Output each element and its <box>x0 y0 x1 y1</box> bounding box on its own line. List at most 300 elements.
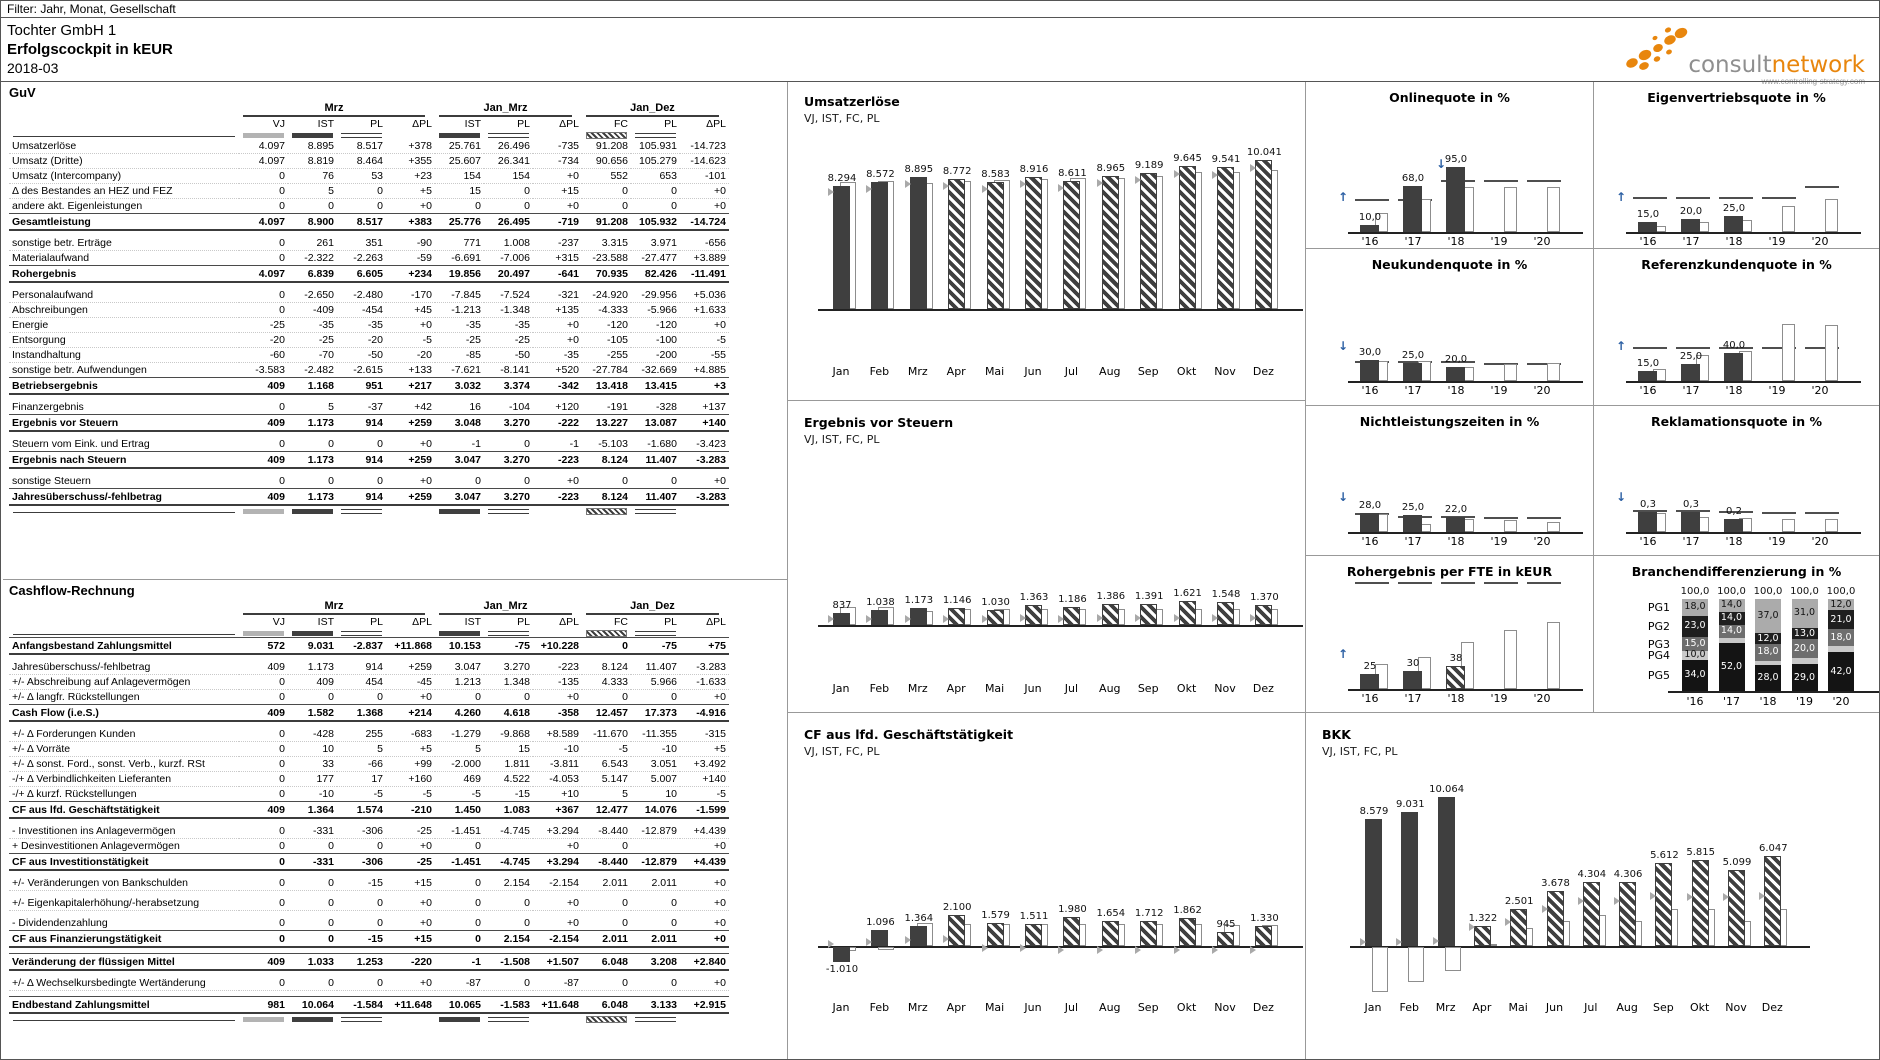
col-header-IST: IST <box>317 118 334 130</box>
month-label: Jun <box>1545 1001 1564 1014</box>
table-row <box>9 931 729 948</box>
row-value: -4.745 <box>484 854 533 871</box>
col-group-Mrz: Mrz <box>239 102 435 117</box>
vj-marker <box>1578 897 1584 905</box>
pl-legend-mark <box>488 1017 529 1022</box>
stack-segment-label: 14,0 <box>1720 625 1743 637</box>
vj-marker <box>1723 893 1729 901</box>
target-dash <box>1805 512 1839 514</box>
row-value: +0 <box>680 318 729 333</box>
row-value: -85 <box>435 348 484 363</box>
row-value: 4.097 <box>239 154 288 169</box>
row-value: -409 <box>288 303 337 318</box>
row-value: +160 <box>386 772 435 787</box>
row-value: +137 <box>680 400 729 415</box>
vj-marker <box>982 615 988 623</box>
row-value: 3.047 <box>435 660 484 675</box>
table-row <box>9 675 729 690</box>
year-label: '18 <box>1447 235 1465 248</box>
bar-value-label: 9.541 <box>1211 154 1241 165</box>
row-value: 0 <box>288 437 337 452</box>
vj-marker <box>1212 614 1218 622</box>
row-value: 0 <box>582 896 631 911</box>
row-value: -683 <box>386 727 435 742</box>
vj-marker <box>866 938 872 946</box>
chart-panel-bkk <box>1306 713 1879 1059</box>
row-label: -/+ Δ Verbindlichkeiten Lieferanten <box>9 772 239 787</box>
bar-value-label: 837 <box>832 600 852 611</box>
row-value: 0 <box>582 184 631 199</box>
row-label: sonstige Steuern <box>9 474 239 489</box>
row-value <box>631 839 680 854</box>
bar-value-label: 1.621 <box>1173 588 1202 599</box>
row-value: -5 <box>680 333 729 348</box>
row-value: +15 <box>386 876 435 891</box>
row-value: +3 <box>680 378 729 395</box>
bar-value-label: -1.010 <box>825 964 859 975</box>
row-value: +355 <box>386 154 435 169</box>
fc-bar <box>948 608 965 625</box>
bar-value-label: 3.678 <box>1541 878 1570 889</box>
fc-bar <box>1255 160 1272 309</box>
month-label: Jun <box>1024 682 1042 695</box>
vj-marker <box>1250 946 1256 954</box>
bar-value-label: 8.965 <box>1096 163 1126 174</box>
row-label: +/- Δ langfr. Rückstellungen <box>9 690 239 705</box>
target-dash <box>1719 197 1753 199</box>
row-value: 0 <box>239 303 288 318</box>
bar-value-label: 1.980 <box>1058 904 1087 915</box>
row-value: 409 <box>239 415 288 432</box>
row-value: 11.407 <box>631 660 680 675</box>
row-value: -5 <box>582 742 631 757</box>
stack-segment-label: 14,0 <box>1720 612 1743 624</box>
col-group-Jan_Mrz: Jan_Mrz <box>435 102 582 117</box>
row-value: +75 <box>680 638 729 655</box>
fc-legend-mark <box>586 508 627 515</box>
fc-bar <box>948 915 965 946</box>
row-value: -23.588 <box>582 251 631 266</box>
row-value: 1.348 <box>484 675 533 690</box>
row-value: -331 <box>288 824 337 839</box>
year-label: '18 <box>1447 535 1465 548</box>
row-value: +8.589 <box>533 727 582 742</box>
row-label: + Desinvestitionen Anlagevermögen <box>9 839 239 854</box>
row-value: 0 <box>288 690 337 705</box>
row-label: CF aus lfd. Geschäftstätigkeit <box>9 802 239 819</box>
year-label: '17 <box>1682 535 1700 548</box>
guv-table-host-grid <box>9 102 729 515</box>
row-value: -105 <box>582 333 631 348</box>
stack-total-label: 100,0 <box>1826 586 1856 597</box>
row-value: 0 <box>484 437 533 452</box>
row-value: +15 <box>533 184 582 199</box>
month-label: Aug <box>1099 682 1121 695</box>
row-value: 0 <box>631 474 680 489</box>
row-value: +11.648 <box>533 997 582 1014</box>
row-value: 6.543 <box>582 757 631 772</box>
year-label: '16 <box>1361 535 1379 548</box>
vj-marker <box>866 185 872 193</box>
row-value: +5 <box>386 742 435 757</box>
col-group-Jan_Dez: Jan_Dez <box>582 102 729 117</box>
table-row <box>9 954 729 971</box>
row-value: -3.283 <box>680 489 729 506</box>
bar-value-label: 4.306 <box>1613 869 1643 880</box>
company-name: Tochter GmbH 1 <box>7 22 117 39</box>
row-value: 0 <box>631 976 680 991</box>
year-label: '16 <box>1639 235 1657 248</box>
vj-marker <box>1212 171 1218 179</box>
ist-bar <box>871 930 888 946</box>
fc-bar <box>1446 666 1465 689</box>
plan-bar <box>1825 325 1838 381</box>
row-value: 4.522 <box>484 772 533 787</box>
bar-value-label: 25,0 <box>1401 350 1425 361</box>
fc-bar <box>1474 926 1491 946</box>
row-value: -5.966 <box>631 303 680 318</box>
bar-value-label: 1.386 <box>1096 591 1126 602</box>
pl-legend-mark <box>488 631 529 636</box>
month-label: Nov <box>1214 365 1236 378</box>
row-value: -87 <box>533 976 582 991</box>
chart-panel-nichtleistungszeiten <box>1306 406 1593 555</box>
row-value: -10 <box>288 787 337 802</box>
row-value: -20 <box>386 348 435 363</box>
row-label: Ergebnis nach Steuern <box>9 452 239 469</box>
bar-value-label: 30,0 <box>1358 347 1382 358</box>
pl-legend-mark <box>341 509 382 514</box>
row-value: 91.208 <box>582 214 631 231</box>
plan-bar <box>1547 522 1560 532</box>
table-row <box>9 757 729 772</box>
table-row <box>9 154 729 169</box>
vj-legend-mark <box>243 509 284 514</box>
table-row <box>9 348 729 363</box>
table-row <box>9 489 729 506</box>
col-header-IST: IST <box>317 616 334 628</box>
row-value: 26.341 <box>484 154 533 169</box>
month-label: Okt <box>1176 682 1197 695</box>
ist-bar <box>1681 512 1700 532</box>
row-label: Rohergebnis <box>9 266 239 283</box>
pl-legend-mark <box>341 133 382 138</box>
col-header-IST: IST <box>464 118 481 130</box>
row-value: 12.477 <box>582 802 631 819</box>
logo-wordmark: consultnetwork <box>1688 52 1865 78</box>
month-label: Mrz <box>907 365 928 378</box>
row-value: 0 <box>435 931 484 948</box>
row-value: +3.889 <box>680 251 729 266</box>
table-row <box>9 400 729 415</box>
row-value: +0 <box>386 896 435 911</box>
pl-bar <box>878 947 894 950</box>
year-label: '16 <box>1361 692 1379 705</box>
row-value: 0 <box>337 690 386 705</box>
row-value: +259 <box>386 452 435 469</box>
month-label: Aug <box>1099 365 1121 378</box>
row-value: 0 <box>239 839 288 854</box>
row-value: -170 <box>386 288 435 303</box>
umsatzerloese-subtitle: VJ, IST, FC, PL <box>804 112 880 125</box>
row-value: 105.279 <box>631 154 680 169</box>
row-value: 1.173 <box>288 660 337 675</box>
branchendifferenzierung-x-axis <box>1668 691 1879 693</box>
table-row <box>9 787 729 802</box>
row-value: 14.076 <box>631 802 680 819</box>
col-group-Jan_Mrz: Jan_Mrz <box>435 600 582 615</box>
row-value: 409 <box>239 660 288 675</box>
bar-value-label: 30 <box>1406 658 1420 669</box>
reklamationsquote-title: Reklamationsquote in % <box>1650 414 1823 429</box>
filter-bar[interactable]: Filter: Jahr, Monat, Gesellschaft <box>1 1 1879 18</box>
row-label: +/- Δ Wechselkursbedingte Wertänderung <box>9 976 239 991</box>
chart-panel-neukundenquote <box>1306 249 1593 405</box>
table-row <box>9 916 729 931</box>
year-label: '20 <box>1811 235 1829 248</box>
ergebnis_vor_steuern-x-axis <box>818 625 1303 627</box>
year-label: '19 <box>1768 235 1786 248</box>
row-label: Umsatz (Dritte) <box>9 154 239 169</box>
row-value: +42 <box>386 400 435 415</box>
table-row <box>9 214 729 231</box>
bar-value-label: 25 <box>1363 661 1377 672</box>
bar-value-label: 20,0 <box>1679 206 1703 217</box>
row-value: -20 <box>239 333 288 348</box>
row-value: -87 <box>435 976 484 991</box>
row-value: 5 <box>582 787 631 802</box>
row-value: -3.811 <box>533 757 582 772</box>
table-row <box>9 474 729 489</box>
fc-bar <box>1217 167 1234 309</box>
vj-marker <box>1614 897 1620 905</box>
row-value: 0 <box>435 876 484 891</box>
row-value: -3.583 <box>239 363 288 378</box>
row-value: -75 <box>484 638 533 655</box>
row-value: -2.615 <box>337 363 386 378</box>
row-value: 914 <box>337 452 386 469</box>
row-value: 0 <box>582 976 631 991</box>
bar-value-label: 1.862 <box>1173 905 1202 916</box>
row-value: -11.491 <box>680 266 729 283</box>
row-value: 0 <box>239 690 288 705</box>
fc-bar <box>1583 882 1600 946</box>
col-header-ΔPL: ΔPL <box>412 118 432 130</box>
row-value: -4.333 <box>582 303 631 318</box>
row-label: Steuern vom Eink. und Ertrag <box>9 437 239 452</box>
trend-arrow-down-icon: ↓ <box>1338 339 1349 353</box>
bar-value-label: 8.583 <box>981 169 1010 180</box>
row-value: 15 <box>484 742 533 757</box>
row-value: -7.621 <box>435 363 484 378</box>
chart-panel-eigenvertriebsquote <box>1594 82 1879 248</box>
plan-bar <box>1782 324 1795 381</box>
pl-legend-mark <box>635 631 676 636</box>
table-row <box>9 896 729 911</box>
year-label: '16 <box>1639 384 1657 397</box>
ist-bar <box>1638 512 1657 532</box>
row-label: CF aus Finanzierungstätigkeit <box>9 931 239 948</box>
row-value: 0 <box>239 199 288 214</box>
row-value: +0 <box>386 318 435 333</box>
month-label: Mai <box>984 1001 1005 1014</box>
col-header-PL: PL <box>517 118 530 130</box>
row-value: 0 <box>337 184 386 199</box>
table-row <box>9 378 729 395</box>
plan-bar <box>1782 519 1795 532</box>
row-value: -10 <box>533 742 582 757</box>
row-label: Materialaufwand <box>9 251 239 266</box>
year-label: '20 <box>1533 535 1551 548</box>
ist-legend-mark <box>439 509 480 514</box>
row-value: 0 <box>582 638 631 655</box>
row-value: -656 <box>680 236 729 251</box>
row-value: +4.439 <box>680 824 729 839</box>
bar-value-label: 1.579 <box>981 910 1010 921</box>
reklamationsquote-x-axis <box>1626 532 1861 534</box>
row-value: -55 <box>680 348 729 363</box>
row-value: -8.440 <box>582 854 631 871</box>
row-value: 3.971 <box>631 236 680 251</box>
row-value: 0 <box>631 199 680 214</box>
table-row <box>9 363 729 378</box>
row-label: Cash Flow (i.e.S.) <box>9 705 239 722</box>
row-value: -5 <box>337 787 386 802</box>
row-value: 454 <box>337 675 386 690</box>
row-value: 1.168 <box>288 378 337 395</box>
row-value: 0 <box>239 757 288 772</box>
target-dash <box>1484 517 1518 519</box>
row-label: Ergebnis vor Steuern <box>9 415 239 432</box>
row-value: -5 <box>386 787 435 802</box>
row-value: -66 <box>337 757 386 772</box>
month-label: Sep <box>1653 1001 1674 1014</box>
stack-segment-label: 21,0 <box>1830 613 1852 625</box>
year-label: '19 <box>1795 695 1814 708</box>
ist-bar <box>1360 674 1379 689</box>
row-value: 469 <box>435 772 484 787</box>
table-row <box>9 288 729 303</box>
table-row <box>9 824 729 839</box>
row-value: 4.097 <box>239 266 288 283</box>
row-value: 19.856 <box>435 266 484 283</box>
row-value: -5 <box>680 787 729 802</box>
bar-value-label: 15,0 <box>1636 358 1660 369</box>
chart-panel-umsatzerloese <box>788 82 1305 400</box>
year-label: '19 <box>1768 535 1786 548</box>
col-header-FC: FC <box>614 118 628 130</box>
col-group-Jan_Dez: Jan_Dez <box>582 600 729 615</box>
row-value: 6.048 <box>582 954 631 971</box>
bar-value-label: 8.294 <box>827 173 857 184</box>
row-value: 26.496 <box>484 139 533 154</box>
row-value: -50 <box>484 348 533 363</box>
row-value: -5 <box>435 787 484 802</box>
row-value: 12.457 <box>582 705 631 722</box>
row-value: 20.497 <box>484 266 533 283</box>
row-value: 5.966 <box>631 675 680 690</box>
row-label: CF aus Investitionstätigkeit <box>9 854 239 871</box>
row-value: 409 <box>239 802 288 819</box>
row-value: +520 <box>533 363 582 378</box>
trend-arrow-down-icon: ↓ <box>1436 157 1447 171</box>
row-value: -1.633 <box>680 675 729 690</box>
vj-marker <box>1360 938 1366 946</box>
row-value: +0 <box>533 896 582 911</box>
bar-value-label: 68,0 <box>1401 173 1425 184</box>
row-value: -27.477 <box>631 251 680 266</box>
row-value: -315 <box>680 727 729 742</box>
pl-bar <box>1408 947 1424 982</box>
bar-value-label: 10.041 <box>1246 147 1282 158</box>
vj-marker <box>1396 938 1402 946</box>
month-label: Mai <box>984 365 1005 378</box>
row-value: +2.840 <box>680 954 729 971</box>
month-label: Jan <box>832 365 850 378</box>
vj-marker <box>1212 946 1218 954</box>
vj-marker <box>1759 892 1765 900</box>
col-header-ΔPL: ΔPL <box>706 616 726 628</box>
fc-bar <box>987 182 1004 309</box>
row-value: +0 <box>533 916 582 931</box>
row-value: -100 <box>631 333 680 348</box>
row-value: -29.956 <box>631 288 680 303</box>
table-row <box>9 997 729 1014</box>
row-value: 3.048 <box>435 415 484 432</box>
vj-marker <box>1174 170 1180 178</box>
fc-bar <box>1025 177 1042 309</box>
row-value: -75 <box>631 638 680 655</box>
target-dash <box>1484 180 1518 182</box>
trend-arrow-up-icon: ↑ <box>1616 339 1627 353</box>
year-label: '17 <box>1404 384 1422 397</box>
ist-legend-mark <box>439 1017 480 1022</box>
table-row <box>9 437 729 452</box>
table-row <box>9 839 729 854</box>
row-value: -1.348 <box>484 303 533 318</box>
table-row <box>9 251 729 266</box>
row-value: 0 <box>239 787 288 802</box>
row-value: 255 <box>337 727 386 742</box>
fc-bar <box>1102 604 1119 625</box>
cf_lfd_geschaeftstaetigkeit-subtitle: VJ, IST, FC, PL <box>804 745 880 758</box>
row-value: 8.124 <box>582 452 631 469</box>
table-row <box>9 802 729 819</box>
target-dash <box>1805 186 1839 188</box>
row-value: +0 <box>386 916 435 931</box>
target-dash <box>1355 582 1389 584</box>
row-value: +140 <box>680 772 729 787</box>
row-value: -191 <box>582 400 631 415</box>
bar-value-label: 40,0 <box>1722 340 1746 351</box>
row-value: 0 <box>288 896 337 911</box>
table-row <box>9 854 729 871</box>
bar-value-label: 5.815 <box>1686 847 1715 858</box>
bar-value-label: 0,3 <box>1683 499 1699 510</box>
row-value: +0 <box>680 876 729 891</box>
row-value: 3.270 <box>484 452 533 469</box>
row-value: -1.213 <box>435 303 484 318</box>
year-label: '16 <box>1361 384 1379 397</box>
bar-value-label: 9.189 <box>1134 160 1164 171</box>
bar-value-label: 0,2 <box>1726 506 1742 517</box>
table-row <box>9 266 729 283</box>
month-label: Nov <box>1214 682 1236 695</box>
row-value: +10.228 <box>533 638 582 655</box>
row-value: -60 <box>239 348 288 363</box>
row-value: 261 <box>288 236 337 251</box>
row-value: +4.439 <box>680 854 729 871</box>
